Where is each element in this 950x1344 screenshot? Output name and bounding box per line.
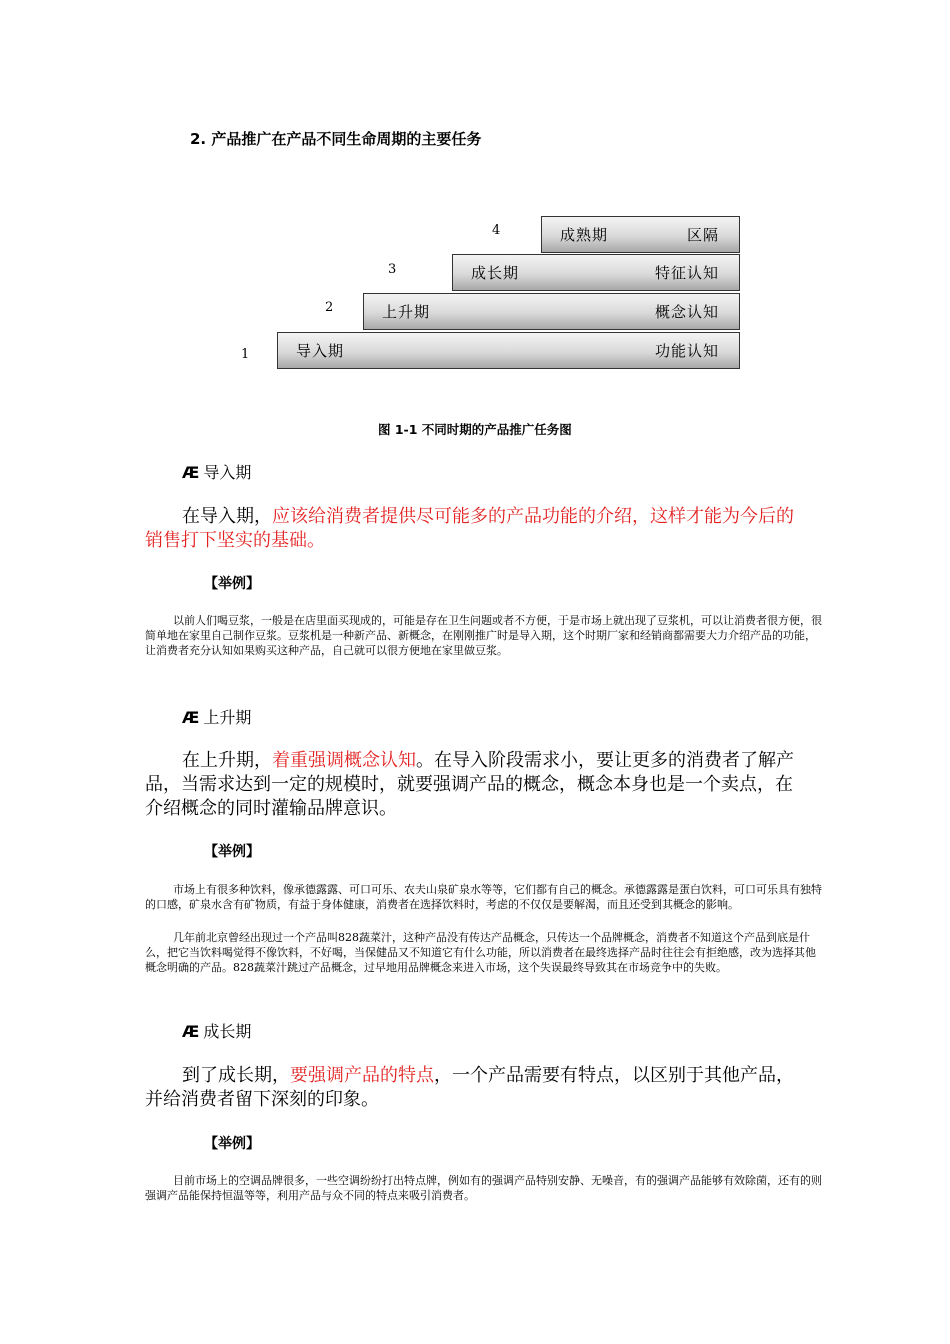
- section-title-text: 导入期: [203, 463, 252, 482]
- step-growth: [452, 254, 740, 291]
- figure-caption: 图 1-1 不同时期的产品推广任务图: [378, 422, 572, 437]
- para-text: 。在导入阶段需求小，要让更多的消费者了解产品，当需求达到一定的规模时，就要强调产品的概念，概念本身也是一个卖点，在介绍概念的同时灌输品牌意识。: [145, 750, 794, 819]
- section-paragraph-growth: [145, 1064, 810, 1112]
- example-paragraph: 目前市场上的空调品牌很多，一些空调纷纷打出特点牌，例如有的强调产品特别安静、无噪音，有的强调产品能够有效除菌，还有的则强调产品能保持恒温等等，利用产品与众不同的特点来吸引消费者。: [145, 1174, 822, 1202]
- example-paragraph: 以前人们喝豆浆，一般是在店里面买现成的，可能是存在卫生问题或者不方便，于是市场上就出现了豆浆机，可以让消费者很方便，很简单地在家里自己制作豆浆。豆浆机是一种新产品、新概念，在刚刚推广时是导入期，这个时期厂家和经销商都需要大力介绍产品的功能，让消费者充分认知如果购买这种产品，自己就可以很方便地在家里做豆浆。: [145, 614, 822, 657]
- bullet-icon: Æ: [182, 708, 200, 727]
- bullet-icon: Æ: [182, 463, 200, 482]
- step-rise: [363, 293, 740, 330]
- para-text: 在导入期，: [182, 506, 272, 527]
- step-task-label: 特征认知: [654, 264, 719, 282]
- step-intro: [277, 332, 740, 369]
- section-paragraph-rise: [145, 749, 810, 821]
- para-text: 在上升期，: [182, 750, 272, 771]
- step-number-3: 3: [388, 262, 397, 277]
- example-label: 【举例】: [204, 576, 260, 592]
- section-title-rise: [182, 705, 251, 728]
- bullet-icon: Æ: [182, 1022, 200, 1041]
- step-stage-label: 成长期: [471, 264, 520, 282]
- para-text: 到了成长期，: [182, 1065, 290, 1086]
- step-number-2: 2: [325, 300, 334, 315]
- para-highlight: 应该给消费者提供尽可能多的产品功能的介绍，这样才能为今后的销售打下坚实的基础。: [145, 506, 794, 551]
- example-paragraph: 市场上有很多种饮料，像承德露露、可口可乐、农夫山泉矿泉水等等，它们都有自己的概念。承德露露是蛋白饮料，可口可乐具有独特的口感，矿泉水含有矿物质，有益于身体健康，消费者在选择饮料时，考虑的不仅仅是要解渴，而且还受到其概念的影响。: [145, 883, 822, 911]
- example-label: 【举例】: [204, 844, 260, 860]
- para-highlight: 着重强调概念认知: [272, 750, 416, 771]
- step-maturity: [541, 216, 740, 253]
- step-stage-label: 上升期: [382, 303, 431, 321]
- para-text: ，一个产品需要有特点，以区别于其他产品，并给消费者留下深刻的印象。: [145, 1065, 794, 1110]
- step-task-label: 功能认知: [654, 342, 719, 360]
- section-title-intro: [182, 460, 251, 483]
- step-number-1: 1: [241, 347, 250, 362]
- step-task-label: 概念认知: [654, 303, 719, 321]
- step-stage-label: 导入期: [296, 342, 345, 360]
- section-title-text: 成长期: [203, 1022, 252, 1041]
- example-paragraph: 几年前北京曾经出现过一个产品叫828蔬菜汁，这种产品没有传达产品概念，只传达一个品牌概念，消费者不知道这个产品到底是什么，把它当饮料喝觉得不像饮料，不好喝，当保健品又不知道它有什么功能，所以消费者在最终选择产品时往往会有拒绝感，改为选择其他概念明确的产品。828蔬菜汁跳过产品概念，过早地用品牌概念来进入市场，这个失误最终导致其在市场竞争中的失败。: [145, 931, 816, 974]
- step-number-4: 4: [492, 223, 501, 238]
- para-highlight: 要强调产品的特点: [290, 1065, 434, 1086]
- section-title-growth: [182, 1019, 251, 1042]
- step-stage-label: 成熟期: [560, 226, 609, 244]
- example-label: 【举例】: [204, 1136, 260, 1152]
- step-task-label: 区隔: [686, 226, 719, 244]
- section-paragraph-intro: [145, 505, 810, 553]
- section-heading: 2. 产品推广在产品不同生命周期的主要任务: [190, 130, 482, 148]
- section-title-text: 上升期: [203, 708, 252, 727]
